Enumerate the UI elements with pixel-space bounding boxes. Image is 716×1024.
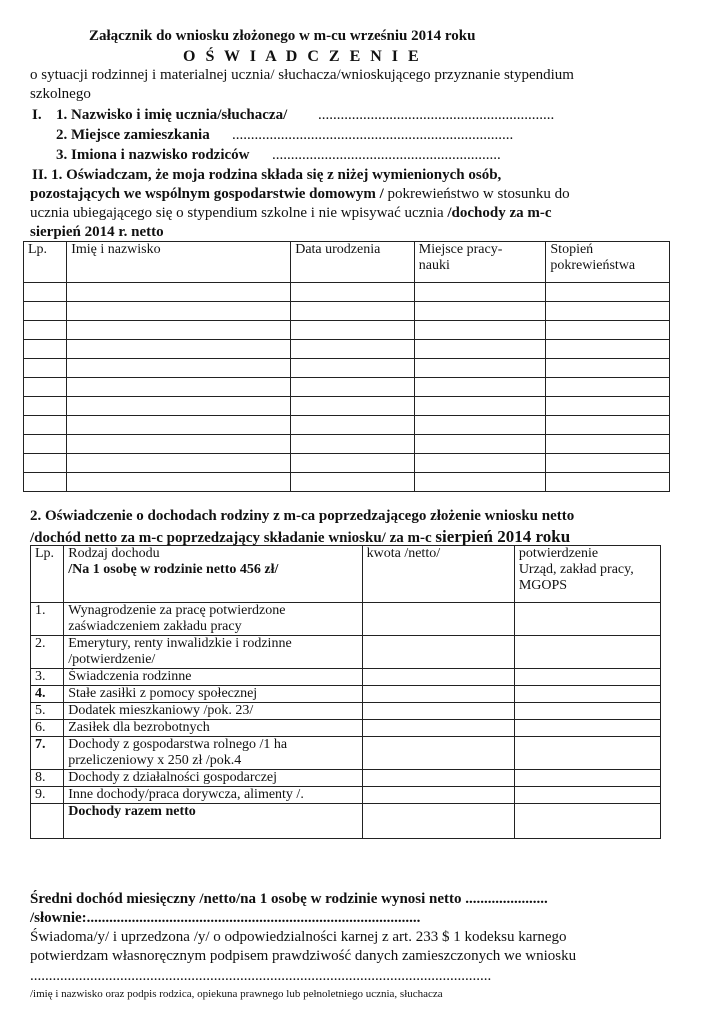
field-student-name-label: 1. Nazwisko i imię ucznia/słuchacza/	[56, 107, 288, 123]
table-cell[interactable]	[67, 302, 291, 321]
col-income-type: Rodzaj dochodu /Na 1 osobę w rodzinie netto 456 zł/	[64, 546, 362, 603]
confirmation-cell[interactable]	[514, 603, 660, 636]
income-type-cell: Inne dochody/praca dorywcza, alimenty /.	[64, 787, 362, 804]
table-cell[interactable]	[24, 359, 67, 378]
row-number: 3.	[31, 669, 64, 686]
table-cell[interactable]	[546, 397, 670, 416]
row-number: 5.	[31, 703, 64, 720]
table-cell[interactable]	[291, 321, 415, 340]
income-type-cell: Zasiłek dla bezrobotnych	[64, 720, 362, 737]
col-birthdate: Data urodzenia	[291, 242, 415, 283]
table-cell[interactable]	[24, 473, 67, 492]
table-cell[interactable]	[291, 473, 415, 492]
table-cell[interactable]	[291, 454, 415, 473]
field-parents-label: 3. Imiona i nazwisko rodziców	[56, 147, 250, 163]
subtitle-line1: o sytuacji rodzinnej i materialnej ucznia/ słuchacza/wnioskującego przyznanie stypendium	[30, 67, 574, 83]
table-cell[interactable]	[414, 378, 546, 397]
col-lp: Lp.	[24, 242, 67, 283]
income-type-cell: Wynagrodzenie za pracę potwierdzone zaświadczeniem zakładu pracy	[64, 603, 362, 636]
table-cell[interactable]	[414, 397, 546, 416]
income-heading-line1: 2. Oświadczenie o dochodach rodziny z m-ca poprzedzającego złożenie wniosku netto	[30, 508, 575, 524]
table-cell[interactable]	[546, 321, 670, 340]
table-cell[interactable]	[24, 340, 67, 359]
table-row	[24, 302, 670, 321]
table-cell[interactable]	[67, 378, 291, 397]
table-row	[31, 787, 661, 804]
table-row	[31, 720, 661, 737]
table-cell[interactable]	[414, 321, 546, 340]
table-row	[24, 454, 670, 473]
table-cell[interactable]	[291, 378, 415, 397]
family-members-body	[24, 283, 670, 492]
table-cell[interactable]	[546, 416, 670, 435]
table-row	[31, 737, 661, 770]
table-cell[interactable]	[291, 397, 415, 416]
table-cell[interactable]	[24, 378, 67, 397]
table-row	[31, 636, 661, 669]
section2-line1: II. 1. Oświadczam, że moja rodzina składa się z niżej wymienionych osób,	[32, 167, 502, 183]
table-cell[interactable]	[414, 416, 546, 435]
table-cell[interactable]	[67, 397, 291, 416]
table-cell[interactable]	[546, 378, 670, 397]
table-row	[24, 416, 670, 435]
amount-cell[interactable]	[362, 737, 514, 770]
family-members-table	[23, 241, 670, 492]
table-row	[24, 397, 670, 416]
row-number: 7.	[31, 737, 64, 770]
row-number: 6.	[31, 720, 64, 737]
signature-caption: /imię i nazwisko oraz podpis rodzica, opiekuna prawnego lub pełnoletniego ucznia, słuchacza	[30, 988, 443, 1000]
row-number: 9.	[31, 787, 64, 804]
statement-line1: Świadoma/y/ i uprzedzona /y/ o odpowiedzialności karnej z art. 233 $ 1 kodeksu karnego	[30, 929, 567, 945]
confirmation-cell[interactable]	[514, 770, 660, 787]
table-cell[interactable]	[546, 473, 670, 492]
amount-cell[interactable]	[362, 787, 514, 804]
table-cell[interactable]	[24, 283, 67, 302]
field-parents-dots[interactable]: .............................................................	[272, 147, 501, 163]
table-row	[24, 473, 670, 492]
table-row	[24, 359, 670, 378]
table-row	[31, 703, 661, 720]
section2-line4: sierpień 2014 r. netto	[30, 224, 164, 240]
table-cell[interactable]	[546, 454, 670, 473]
table-cell[interactable]	[67, 340, 291, 359]
table-cell[interactable]	[24, 321, 67, 340]
income-type-cell: Dochody z gospodarstwa rolnego /1 ha przeliczeniowy x 250 zł /pok.4	[64, 737, 362, 770]
confirmation-cell[interactable]	[514, 787, 660, 804]
total-amount-cell[interactable]	[362, 804, 514, 839]
table-header-row	[31, 546, 661, 603]
in-words-line[interactable]: /słownie:.........................................................................................	[30, 910, 421, 926]
table-cell[interactable]	[67, 473, 291, 492]
table-row	[31, 603, 661, 636]
table-row	[31, 686, 661, 703]
table-cell[interactable]	[546, 340, 670, 359]
table-cell[interactable]	[24, 302, 67, 321]
table-row	[24, 283, 670, 302]
table-row	[24, 378, 670, 397]
row-number: 8.	[31, 770, 64, 787]
statement-line2: potwierdzam własnoręcznym podpisem prawdziwość danych zamieszczonych we wniosku	[30, 948, 577, 964]
table-cell[interactable]	[67, 454, 291, 473]
table-cell[interactable]	[414, 283, 546, 302]
table-cell[interactable]	[291, 416, 415, 435]
confirmation-cell[interactable]	[514, 636, 660, 669]
table-cell[interactable]	[546, 359, 670, 378]
table-cell[interactable]	[546, 435, 670, 454]
table-cell[interactable]	[24, 397, 67, 416]
table-cell[interactable]	[291, 435, 415, 454]
table-cell[interactable]	[67, 435, 291, 454]
col-relation: Stopień pokrewieństwa	[546, 242, 670, 283]
amount-cell[interactable]	[362, 669, 514, 686]
table-cell[interactable]	[24, 416, 67, 435]
amount-cell[interactable]	[362, 720, 514, 737]
income-type-cell: Stałe zasiłki z pomocy społecznej	[64, 686, 362, 703]
table-cell[interactable]	[24, 454, 67, 473]
field-student-name-dots[interactable]: ...............................................................	[318, 107, 555, 123]
table-cell[interactable]	[414, 435, 546, 454]
income-heading-line2: /dochód netto za m-c poprzedzający składanie wniosku/ za m-c sierpień 2014 roku	[30, 527, 571, 546]
table-row	[24, 435, 670, 454]
income-table	[30, 545, 661, 839]
table-cell[interactable]	[291, 302, 415, 321]
signature-dots[interactable]: ...........................................................................................................................	[30, 968, 492, 984]
col-confirmation: potwierdzenie Urząd, zakład pracy, MGOPS	[514, 546, 660, 603]
table-cell[interactable]	[24, 435, 67, 454]
table-cell[interactable]	[291, 340, 415, 359]
income-type-cell: Dodatek mieszkaniowy /pok. 23/	[64, 703, 362, 720]
col-amount: kwota /netto/	[362, 546, 514, 603]
amount-cell[interactable]	[362, 686, 514, 703]
col-lp: Lp.	[31, 546, 64, 603]
table-cell[interactable]	[414, 302, 546, 321]
table-cell[interactable]	[414, 359, 546, 378]
table-cell[interactable]	[414, 340, 546, 359]
table-row	[31, 770, 661, 787]
income-type-cell: Świadczenia rodzinne	[64, 669, 362, 686]
confirmation-cell[interactable]	[514, 686, 660, 703]
field-address-dots[interactable]: ...........................................................................	[232, 127, 514, 143]
average-income-line[interactable]: Średni dochód miesięczny /netto/na 1 osobę w rodzinie wynosi netto ......................	[30, 891, 548, 907]
amount-cell[interactable]	[362, 636, 514, 669]
row-number: 2.	[31, 636, 64, 669]
table-cell[interactable]	[291, 359, 415, 378]
total-confirmation-cell[interactable]	[514, 804, 660, 839]
field-address-label: 2. Miejsce zamieszkania	[56, 127, 210, 143]
row-number	[31, 804, 64, 839]
income-body	[31, 603, 661, 839]
confirmation-cell[interactable]	[514, 669, 660, 686]
amount-cell[interactable]	[362, 603, 514, 636]
table-cell[interactable]	[67, 321, 291, 340]
confirmation-cell[interactable]	[514, 737, 660, 770]
col-workplace: Miejsce pracy- nauki	[414, 242, 546, 283]
table-cell[interactable]	[546, 283, 670, 302]
section2-line2: pozostających we wspólnym gospodarstwie domowym / pokrewieństwo w stosunku do	[30, 186, 570, 202]
subtitle-line2: szkolnego	[30, 86, 91, 102]
table-header-row	[24, 242, 670, 283]
table-cell[interactable]	[414, 473, 546, 492]
confirmation-cell[interactable]	[514, 720, 660, 737]
table-cell[interactable]	[67, 359, 291, 378]
table-row	[24, 321, 670, 340]
amount-cell[interactable]	[362, 703, 514, 720]
table-cell[interactable]	[546, 302, 670, 321]
annex-line: Załącznik do wniosku złożonego w m-cu wrześniu 2014 roku	[89, 28, 476, 44]
total-label: Dochody razem netto	[64, 804, 362, 839]
income-type-cell: Dochody z działalności gospodarczej	[64, 770, 362, 787]
table-row	[24, 340, 670, 359]
row-number: 4.	[31, 686, 64, 703]
confirmation-cell[interactable]	[514, 703, 660, 720]
table-cell[interactable]	[67, 416, 291, 435]
total-row	[31, 804, 661, 839]
col-name: Imię i nazwisko	[67, 242, 291, 283]
table-row	[31, 669, 661, 686]
table-cell[interactable]	[67, 283, 291, 302]
table-cell[interactable]	[414, 454, 546, 473]
page-title: O Ś W I A D C Z E N I E	[183, 48, 422, 65]
section1-roman: I.	[32, 107, 42, 123]
section2-line3: ucznia ubiegającego się o stypendium szkolne i nie wpisywać ucznia /dochody za m-c	[30, 205, 552, 221]
table-cell[interactable]	[291, 283, 415, 302]
row-number: 1.	[31, 603, 64, 636]
income-type-cell: Emerytury, renty inwalidzkie i rodzinne /potwierdzenie/	[64, 636, 362, 669]
amount-cell[interactable]	[362, 770, 514, 787]
